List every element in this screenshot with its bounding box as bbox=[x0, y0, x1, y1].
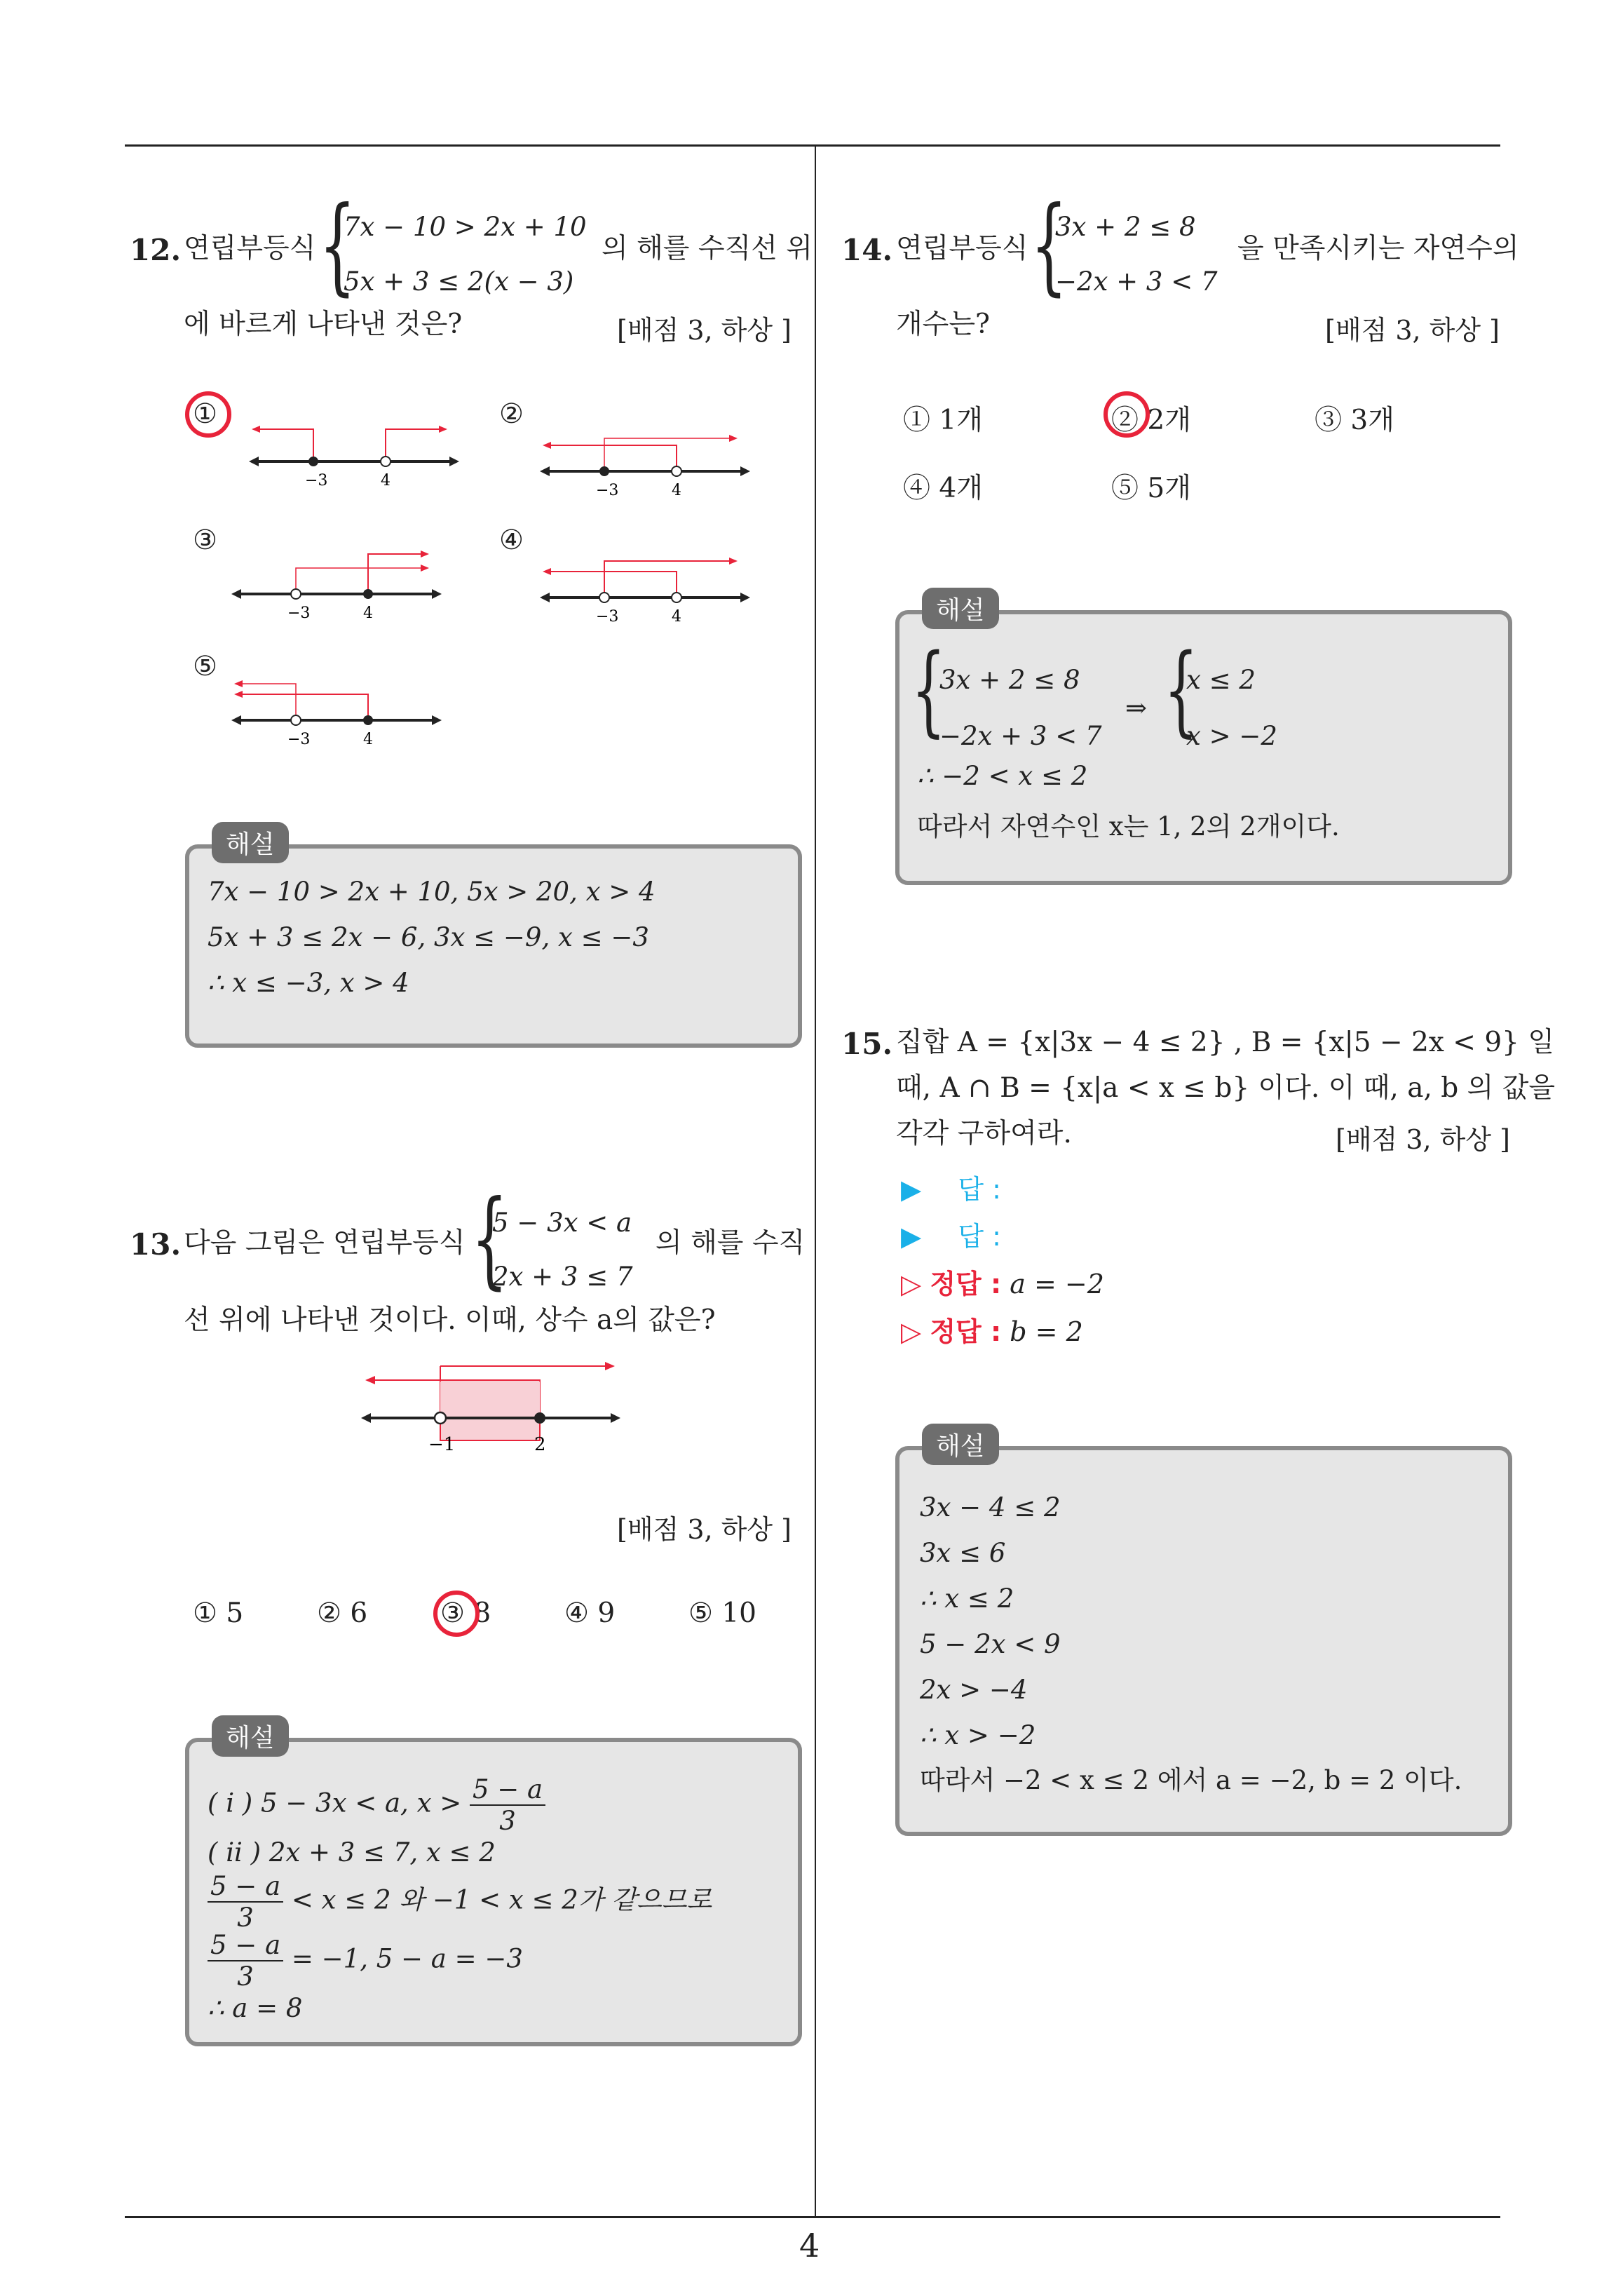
solution-line: 따라서 −2 < x ≤ 2 에서 a = −2, b = 2 이다. bbox=[920, 1765, 1462, 1795]
option-2[interactable]: ② 2개 bbox=[1111, 405, 1191, 436]
number-line-1 bbox=[249, 414, 459, 491]
answer-label: 답 : bbox=[958, 1174, 1001, 1205]
solution-text: < x ≤ 2 와 −1 < x ≤ 2가 같으므로 bbox=[291, 1884, 712, 1915]
brace: { bbox=[319, 184, 356, 306]
score: [배점 3, 하상 ] bbox=[617, 315, 792, 346]
solution-text: 3x + 2 ≤ 8 bbox=[939, 665, 1080, 695]
implies-arrow: ⇒ bbox=[1125, 693, 1148, 723]
question-suffix: 의 해를 수직 bbox=[656, 1227, 806, 1259]
play-icon: ▶ bbox=[901, 1174, 922, 1205]
option-5[interactable]: ⑤ 5개 bbox=[1111, 473, 1191, 504]
bottom-rule bbox=[125, 2216, 1500, 2218]
solution-text: x ≤ 2 bbox=[1186, 665, 1256, 695]
number-line-4 bbox=[540, 547, 750, 628]
question-prefix: 연립부등식 bbox=[184, 233, 316, 264]
solution-tag: 해설 bbox=[212, 1715, 289, 1757]
solution-line: 3x − 4 ≤ 2 bbox=[920, 1492, 1061, 1522]
tick-label: −3 bbox=[596, 482, 619, 499]
question-line-2: 선 위에 나타낸 것이다. 이때, 상수 a의 값은? bbox=[184, 1304, 716, 1336]
correct-answer-a bbox=[901, 1262, 1104, 1301]
solution-line bbox=[208, 1774, 545, 1836]
option-3[interactable]: ③ 3개 bbox=[1315, 405, 1394, 436]
tick-label: 4 bbox=[672, 482, 681, 499]
option-5[interactable]: ⑤ 10 bbox=[688, 1598, 756, 1629]
score: [배점 3, 하상 ] bbox=[1325, 315, 1500, 346]
tick-label: 4 bbox=[672, 608, 681, 626]
tick-label: 4 bbox=[363, 731, 373, 748]
number-line-3 bbox=[231, 543, 442, 624]
solution-text: x > −2 bbox=[1186, 721, 1277, 751]
number-line-figure bbox=[361, 1353, 620, 1459]
option-2[interactable] bbox=[499, 398, 524, 430]
option-4[interactable]: ④ 4개 bbox=[903, 473, 983, 504]
solution-tag: 해설 bbox=[212, 822, 289, 863]
question-suffix: 의 해를 수직선 위 bbox=[602, 233, 813, 264]
fraction: $\frac{5 - a}{3}$ bbox=[470, 1774, 545, 1836]
answer-row-b[interactable] bbox=[901, 1215, 1001, 1253]
solution-text: ( i ) 5 − 3x < a, x > bbox=[208, 1788, 462, 1818]
tick-label: −3 bbox=[287, 731, 311, 748]
option-4[interactable]: ④ 9 bbox=[564, 1598, 616, 1629]
inequality-2: 5x + 3 ≤ 2(x − 3) bbox=[344, 266, 574, 297]
option-4[interactable] bbox=[499, 525, 524, 556]
question-suffix: 을 만족시키는 자연수의 bbox=[1237, 233, 1519, 264]
option-1[interactable]: ① 5 bbox=[193, 1598, 244, 1629]
brace: { bbox=[911, 633, 946, 748]
inequality-1: 5 − 3x < a bbox=[492, 1208, 632, 1238]
solution-line: 3x ≤ 6 bbox=[920, 1538, 1006, 1568]
correct-label: 정답 : bbox=[930, 1316, 1002, 1347]
question-prefix: 다음 그림은 연립부등식 bbox=[184, 1227, 466, 1259]
correct-value: a = −2 bbox=[1010, 1269, 1104, 1299]
tick-label: −3 bbox=[305, 472, 328, 489]
selected-mark bbox=[181, 387, 236, 442]
column-divider bbox=[815, 144, 816, 2218]
inequality-1: 7x − 10 > 2x + 10 bbox=[344, 212, 587, 242]
question-line-3: 각각 구하여라. bbox=[896, 1118, 1072, 1149]
brace: { bbox=[1031, 184, 1068, 306]
correct-label: 정답 : bbox=[930, 1269, 1002, 1299]
answer-row-a[interactable] bbox=[901, 1168, 1001, 1206]
correct-answer-b bbox=[901, 1310, 1083, 1349]
solution-line: ∴ x ≤ −3, x > 4 bbox=[208, 968, 409, 998]
top-rule bbox=[125, 144, 1500, 147]
question-number: 12. bbox=[130, 233, 182, 267]
solution-tag: 해설 bbox=[922, 588, 999, 629]
option-label: ② bbox=[499, 398, 524, 430]
inequality-1: 3x + 2 ≤ 8 bbox=[1055, 212, 1196, 242]
solution-line: ∴ x > −2 bbox=[920, 1720, 1036, 1750]
tick-label: 4 bbox=[381, 472, 391, 489]
brace: { bbox=[1164, 633, 1198, 748]
question-number: 13. bbox=[130, 1227, 182, 1262]
option-label: ⑤ bbox=[193, 651, 217, 682]
score: [배점 3, 하상 ] bbox=[1336, 1124, 1510, 1155]
correct-value: b = 2 bbox=[1010, 1316, 1083, 1347]
solution-line: ∴ −2 < x ≤ 2 bbox=[917, 761, 1088, 791]
option-label: ① bbox=[193, 398, 217, 430]
option-3[interactable] bbox=[193, 525, 217, 556]
answer-label: 답 : bbox=[958, 1221, 1001, 1252]
solution-tag: 해설 bbox=[922, 1424, 999, 1465]
solution-line: ∴ x ≤ 2 bbox=[920, 1583, 1014, 1614]
solution-text: = −1, 5 − a = −3 bbox=[291, 1943, 523, 1974]
option-1[interactable]: ① 1개 bbox=[903, 405, 983, 436]
fraction: $\frac{5 - a}{3}$ bbox=[208, 1871, 283, 1933]
option-5[interactable] bbox=[193, 651, 217, 682]
question-line-2: 때, A ∩ B = {x|a < x ≤ b} 이다. 이 때, a, b 의 값을 bbox=[896, 1072, 1556, 1104]
option-label: ④ bbox=[499, 525, 524, 556]
question-number: 15. bbox=[841, 1027, 893, 1061]
solution-line bbox=[208, 1871, 712, 1933]
solution-line: ( ii ) 2x + 3 ≤ 7, x ≤ 2 bbox=[208, 1837, 496, 1868]
outline-play-icon: ▷ bbox=[901, 1316, 922, 1347]
question-number: 14. bbox=[841, 233, 893, 267]
tick-label: −1 bbox=[428, 1434, 456, 1455]
option-3[interactable]: ③ 8 bbox=[440, 1598, 491, 1629]
inequality-2: 2x + 3 ≤ 7 bbox=[492, 1262, 633, 1292]
inequality-2: −2x + 3 < 7 bbox=[1055, 266, 1218, 297]
number-line-5 bbox=[231, 670, 442, 750]
question-prefix: 연립부등식 bbox=[896, 233, 1028, 264]
solution-line: ∴ a = 8 bbox=[208, 1993, 303, 2023]
selected-mark bbox=[1099, 387, 1154, 442]
tick-label: 2 bbox=[534, 1434, 546, 1455]
outline-play-icon: ▷ bbox=[901, 1269, 922, 1299]
tick-label: −3 bbox=[287, 605, 311, 622]
solution-line: 2x > −4 bbox=[920, 1675, 1028, 1705]
number-line-2 bbox=[540, 421, 750, 501]
solution-line bbox=[208, 1930, 523, 1992]
question-line-2: 개수는? bbox=[896, 309, 990, 340]
option-2[interactable]: ② 6 bbox=[317, 1598, 368, 1629]
question-line-1: 집합 A = {x|3x − 4 ≤ 2} , B = {x|5 − 2x < 9} 일 bbox=[896, 1027, 1555, 1058]
solution-line: 따라서 자연수인 x는 1, 2의 2개이다. bbox=[917, 811, 1340, 842]
brace: { bbox=[471, 1178, 508, 1300]
solution-text: −2x + 3 < 7 bbox=[939, 721, 1102, 751]
tick-label: −3 bbox=[596, 608, 619, 626]
score: [배점 3, 하상 ] bbox=[617, 1514, 792, 1545]
play-icon: ▶ bbox=[901, 1221, 922, 1252]
selected-mark bbox=[429, 1586, 484, 1641]
tick-label: 4 bbox=[363, 605, 373, 622]
question-line-2: 에 바르게 나타낸 것은? bbox=[184, 309, 463, 340]
page-number: 4 bbox=[799, 2227, 820, 2264]
solution-line: 5x + 3 ≤ 2x − 6, 3x ≤ −9, x ≤ −3 bbox=[208, 922, 649, 952]
solution-line: 7x − 10 > 2x + 10, 5x > 20, x > 4 bbox=[208, 877, 656, 907]
fraction: $\frac{5 - a}{3}$ bbox=[208, 1930, 283, 1992]
solution-line: 5 − 2x < 9 bbox=[920, 1629, 1061, 1659]
option-label: ③ bbox=[193, 525, 217, 556]
